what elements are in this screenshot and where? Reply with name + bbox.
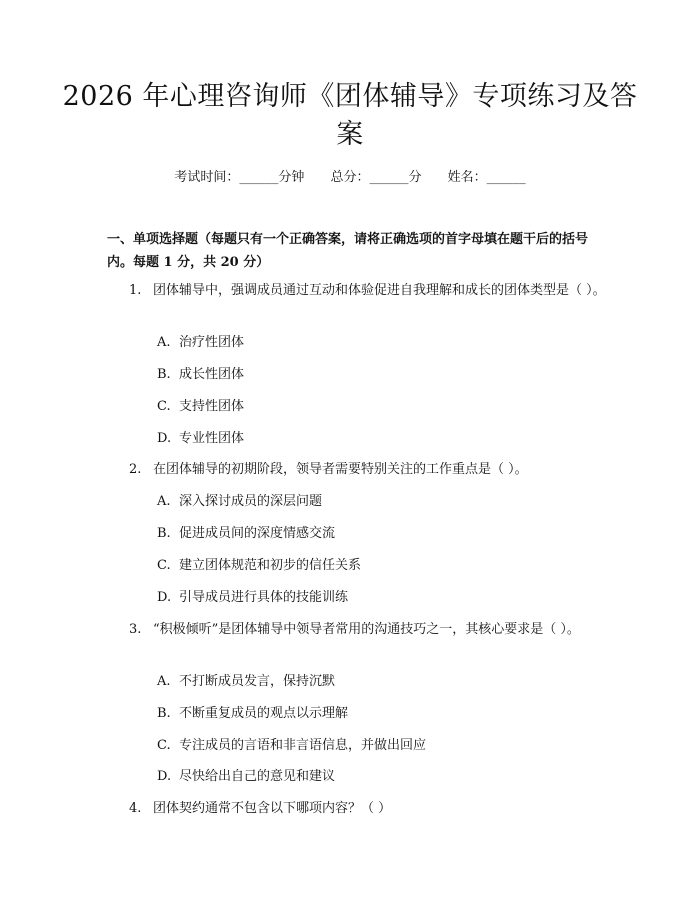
- option-letter: C.: [157, 399, 171, 414]
- question-stem: 团体辅导中，强调成员通过互动和体验促进自我理解和成长的团体类型是（ ）。: [153, 283, 606, 298]
- option-letter: D.: [157, 431, 172, 446]
- option-letter: B.: [157, 526, 171, 541]
- option-3c: [157, 735, 597, 757]
- option-letter: B.: [157, 706, 171, 721]
- question-number: 3.: [129, 622, 142, 637]
- option-2c: [157, 555, 597, 577]
- total-score: 总分：______分: [330, 170, 422, 185]
- option-text: 引导成员进行具体的技能训练: [179, 590, 349, 605]
- option-1c: [157, 396, 597, 418]
- option-3a: [157, 671, 597, 693]
- option-letter: A.: [157, 335, 171, 350]
- question-number: 4.: [129, 801, 142, 816]
- option-letter: A.: [157, 494, 171, 509]
- option-letter: C.: [157, 738, 171, 753]
- exam-time: 考试时间：______分钟: [174, 170, 305, 185]
- option-letter: B.: [157, 367, 171, 382]
- question-number: 2.: [129, 462, 142, 477]
- question-number: 1.: [129, 283, 142, 298]
- option-letter: C.: [157, 558, 171, 573]
- section-heading: 一、单项选择题（每题只有一个正确答案，请将正确选项的首字母填在题干后的括号内。每题 1 分，共 20 分）: [107, 232, 589, 270]
- option-text: 成长性团体: [179, 367, 245, 382]
- option-text: 专业性团体: [179, 431, 245, 446]
- option-letter: D.: [157, 590, 172, 605]
- option-text: 专注成员的言语和非言语信息，并做出回应: [179, 738, 427, 753]
- question-4: [107, 797, 607, 820]
- question-3: [107, 618, 607, 641]
- option-letter: D.: [157, 769, 172, 784]
- option-1a: [157, 332, 597, 354]
- option-3b: [157, 703, 597, 725]
- option-2b: [157, 523, 597, 545]
- option-text: 治疗性团体: [179, 335, 245, 350]
- option-text: 不打断成员发言，保持沉默: [179, 674, 336, 689]
- option-3d: [157, 766, 597, 788]
- question-stem: 团体契约通常不包含以下哪项内容？（ ）: [153, 801, 392, 816]
- option-2a: [157, 491, 597, 513]
- option-1b: [157, 364, 597, 386]
- student-name: 姓名：______: [447, 170, 526, 185]
- option-text: 建立团体规范和初步的信任关系: [179, 558, 362, 573]
- option-2d: [157, 587, 597, 609]
- question-stem: “积极倾听”是团体辅导中领导者常用的沟通技巧之一，其核心要求是（ ）。: [153, 622, 580, 637]
- option-text: 不断重复成员的观点以示理解: [179, 706, 349, 721]
- question-1: [107, 279, 607, 302]
- option-text: 尽快给出自己的意见和建议: [179, 769, 336, 784]
- option-text: 深入探讨成员的深层问题: [179, 494, 323, 509]
- option-letter: A.: [157, 674, 171, 689]
- question-2: [107, 458, 607, 481]
- page-title: 2026 年心理咨询师《团体辅导》专项练习及答案: [62, 81, 638, 150]
- option-text: 促进成员间的深度情感交流: [179, 526, 336, 541]
- exam-meta: [0, 167, 700, 189]
- option-1d: [157, 428, 597, 450]
- question-stem: 在团体辅导的初期阶段，领导者需要特别关注的工作重点是（ ）。: [153, 462, 528, 477]
- option-text: 支持性团体: [179, 399, 245, 414]
